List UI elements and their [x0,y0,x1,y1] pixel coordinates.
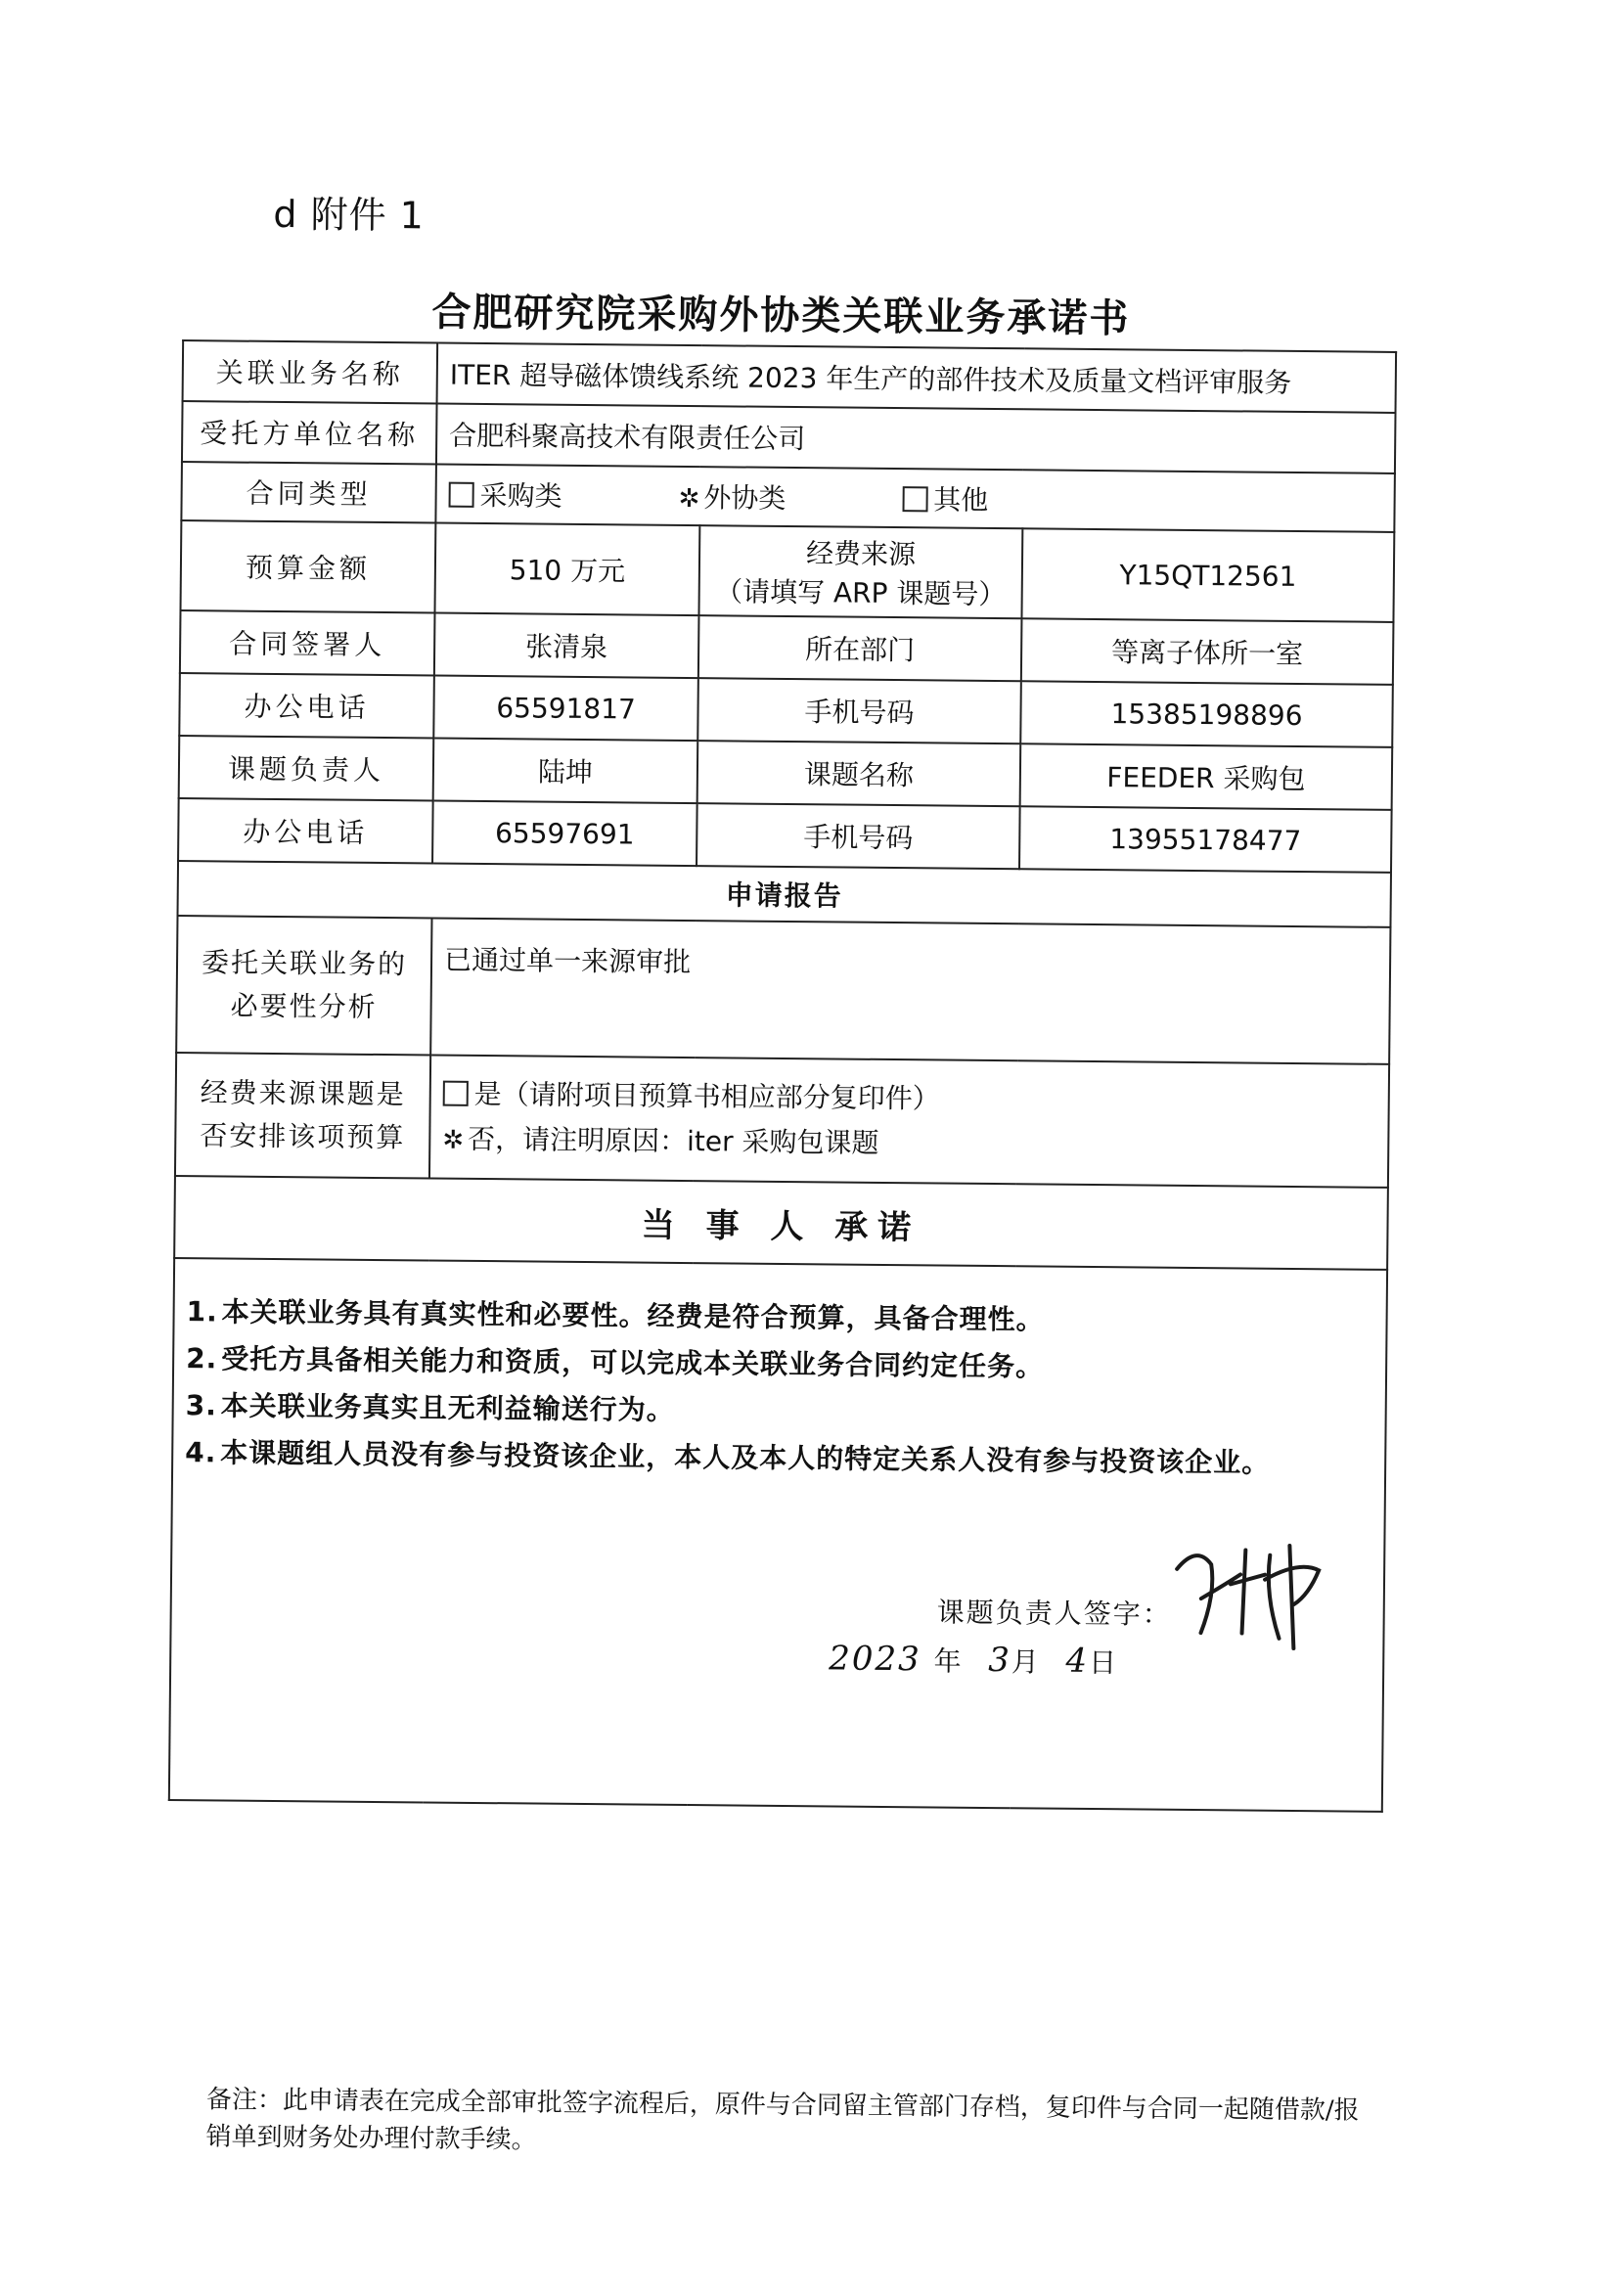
row-necessity [176,916,1390,1064]
signer-label: 合同签署人 [180,610,435,675]
page-title: 合肥研究院采购外协类关联业务承诺书 [431,290,1131,342]
date-year-unit: 年 [933,1644,964,1678]
signer-value: 张清泉 [434,613,699,679]
contract-type-label: 合同类型 [181,462,436,522]
list-item: 2. 受托方具备相关能力和资质，可以完成本关联业务合同约定任务。 [186,1342,1045,1383]
commitment-body [169,1258,1387,1812]
dept-value: 等离子体所一室 [1021,618,1394,685]
date-year: 2023 [829,1639,921,1680]
attachment-label: d 附件 1 [273,192,426,238]
row-budget [181,520,1395,622]
signature-label: 课题负责人签字： [936,1596,1172,1631]
fund-source-label: 经费来源 [805,537,917,571]
office-phone-label: 办公电话 [178,798,433,863]
mobile-value: 13955178477 [1019,806,1392,873]
necessity-label: 委托关联业务的必要性分析 [176,916,431,1055]
contract-type-options [435,465,1395,532]
option-purchase: 采购类 [448,474,562,515]
office-phone-value: 65591817 [433,676,698,742]
mobile-value: 15385198896 [1020,681,1393,747]
commitment-form-table [168,339,1397,1813]
empty-checkbox-icon [902,486,927,512]
necessity-value: 已通过单一来源审批 [430,919,1390,1064]
mobile-label: 手机号码 [697,678,1021,743]
date-day: 4 [1065,1641,1090,1681]
commitment-heading: 当 事 人 承诺 [174,1176,1388,1270]
row-signer [180,610,1394,685]
leader-label: 课题负责人 [179,736,434,800]
option-no: ✲ 否，请注明原因：iter 采购包课题 [442,1122,879,1159]
signature-area [182,1476,1372,1811]
trustee-label: 受托方单位名称 [182,401,437,464]
budget-arranged-options [429,1056,1389,1188]
business-name-label: 关联业务名称 [183,340,438,403]
row-office-phone-2 [178,798,1392,873]
list-item: 3. 本关联业务真实且无利益输送行为。 [185,1389,675,1426]
mobile-label: 手机号码 [697,803,1020,869]
office-phone-label: 办公电话 [179,673,434,738]
signature-date [829,1639,1118,1681]
project-name-label: 课题名称 [697,741,1021,806]
empty-checkbox-icon [443,1080,469,1105]
footnote: 备注：此申请表在完成全部审批签字流程后，原件与合同留主管部门存档，复印件与合同一起随借款/报销单到财务处办理付款手续。 [205,2085,1360,2155]
option-other: 其他 [902,478,988,518]
date-month-unit: 月 [1011,1645,1042,1679]
row-budget-arranged [175,1053,1389,1188]
fund-source-note: （请填写 ARP 课题号） [714,575,1007,611]
budget-label: 预算金额 [181,520,436,612]
trustee-value: 合肥科聚高技术有限责任公司 [436,404,1396,473]
empty-checkbox-icon [449,482,474,508]
row-commitment-body [169,1258,1387,1812]
list-item: 4. 本课题组人员没有参与投资该企业，本人及本人的特定关系人没有参与投资该企业。 [185,1436,1271,1479]
project-name-value: FEEDER 采购包 [1020,743,1393,810]
dept-label: 所在部门 [698,615,1022,681]
commitment-list [185,1279,1374,1488]
checked-mark-icon: ✲ [442,1125,465,1155]
budget-value: 510 万元 [434,523,699,616]
office-phone-value: 65597691 [432,801,697,867]
fund-source-value: Y15QT12561 [1021,528,1394,622]
fund-source-label-cell [698,525,1022,618]
checked-mark-icon: ✲ [678,483,700,515]
option-outsourcing: ✲ 外协类 [678,481,787,515]
row-office-phone-1 [179,673,1393,747]
budget-arranged-label: 经费来源课题是否安排该项预算 [175,1053,430,1178]
option-yes: 是（请附项目预算书相应部分复印件） [443,1071,1376,1125]
business-name-value: ITER 超导磁体馈线系统 2023 年生产的部件技术及质量文档评审服务 [437,343,1397,413]
leader-value: 陆坤 [433,739,698,804]
row-leader [179,736,1393,810]
list-item: 1. 本关联业务具有真实性和必要性。经费是符合预算，具备合理性。 [186,1295,1045,1336]
handwritten-signature-icon [1171,1525,1338,1654]
date-month: 3 [988,1641,1012,1681]
date-day-unit: 日 [1088,1645,1119,1680]
row-commitment-heading [174,1176,1388,1270]
report-heading: 申请报告 [178,861,1392,927]
